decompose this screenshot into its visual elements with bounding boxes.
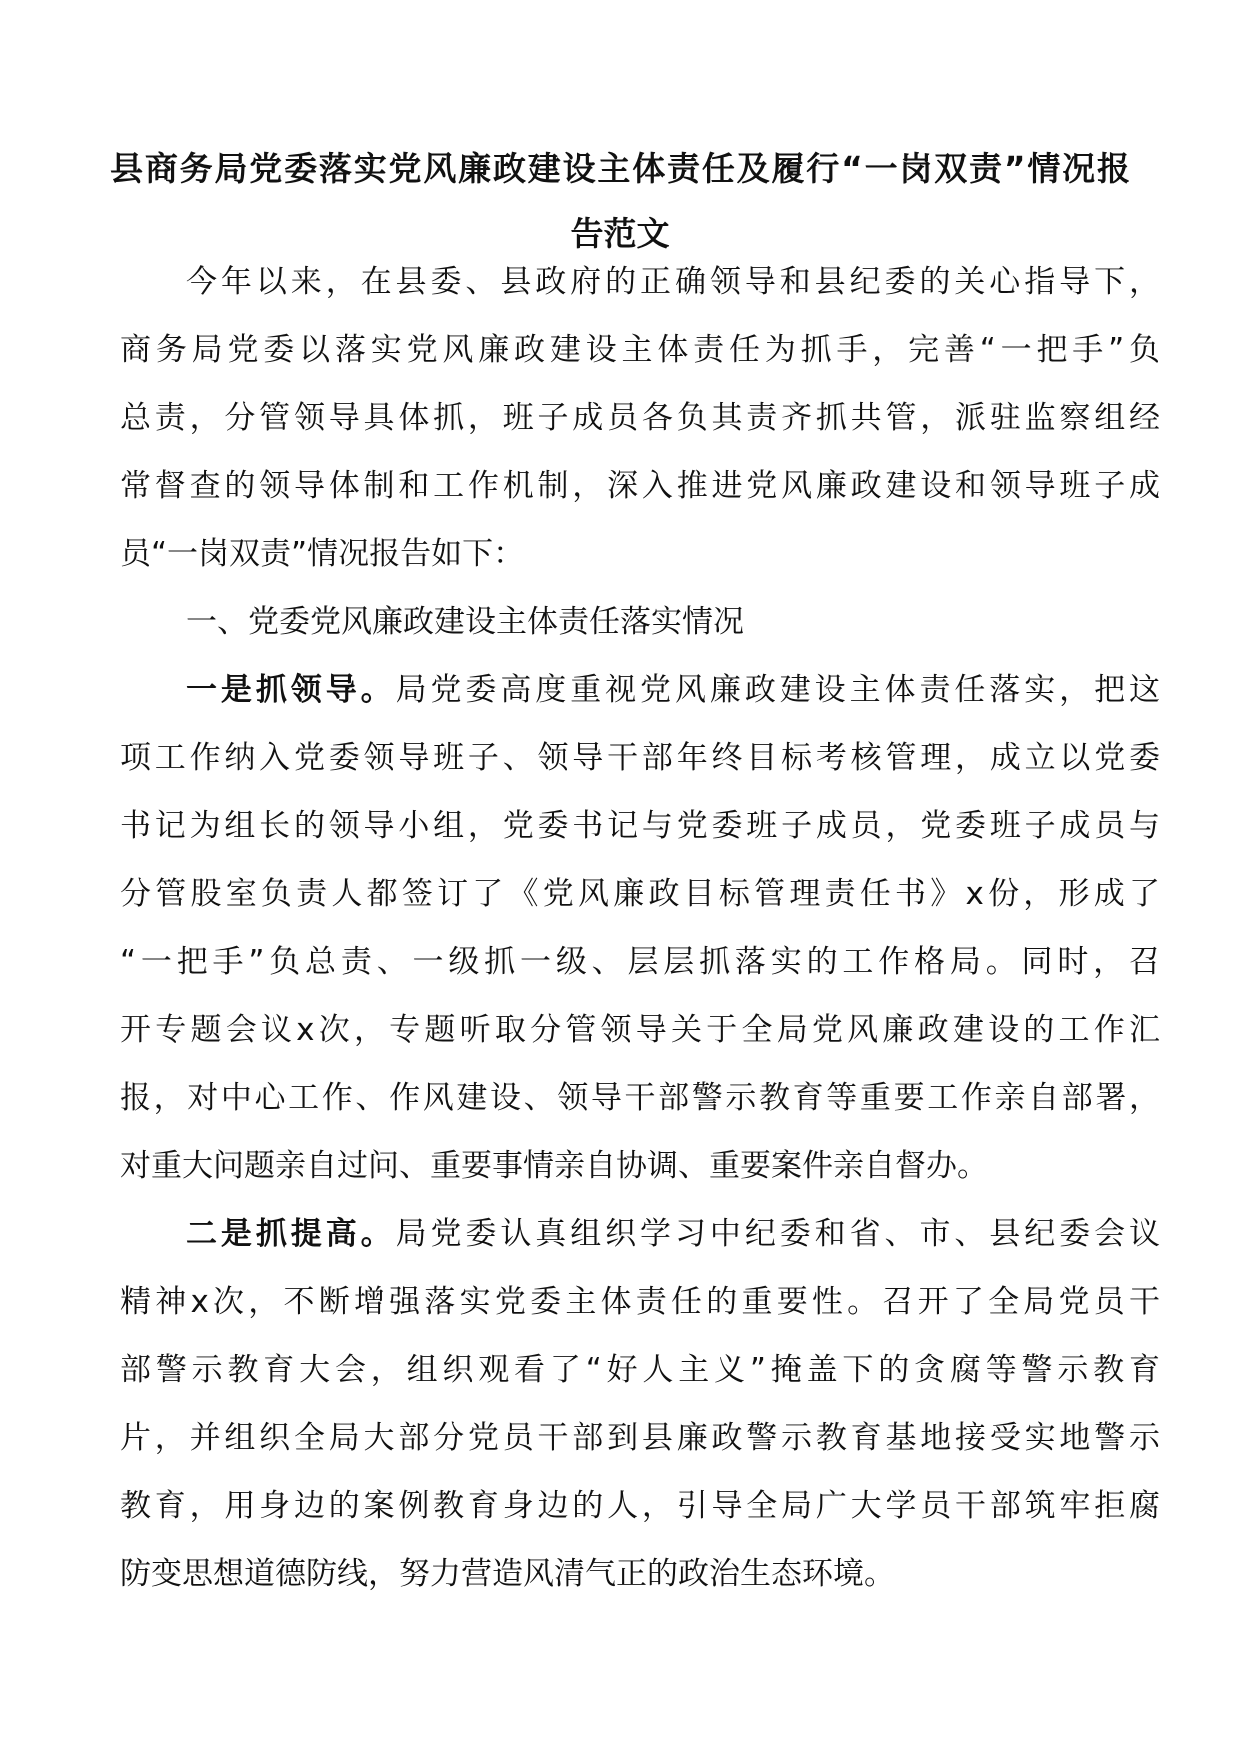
text-line: 总责，分管领导具体抓，班子成员各负其责齐抓共管，派驻监察组经	[120, 400, 1160, 436]
text-span: 局党委认真组织学习中纪委和省、市、县纪委会议	[395, 1216, 1161, 1252]
text-line: 常督查的领导体制和工作机制，深入推进党风廉政建设和领导班子成	[120, 468, 1160, 504]
text-line: 部警示教育大会，组织观看了“好人主义”掩盖下的贪腐等警示教育	[120, 1352, 1160, 1388]
text-line: 防变思想道德防线，努力营造风清气正的政治生态环境。	[120, 1556, 895, 1592]
section-heading: 一、党委党风廉政建设主体责任落实情况	[186, 604, 744, 640]
paragraph-lead: 二是抓提高。	[186, 1216, 396, 1252]
text-line: 精神x次，不断增强落实党委主体责任的重要性。召开了全局党员干	[120, 1284, 1160, 1320]
text-line: 报，对中心工作、作风建设、领导干部警示教育等重要工作亲自部署，	[120, 1080, 1160, 1116]
document-body	[120, 248, 1160, 1608]
document-title-line-1: 县商务局党委落实党风廉政建设主体责任及履行“一岗双责”情况报	[110, 149, 1130, 188]
text-line: “一把手”负总责、一级抓一级、层层抓落实的工作格局。同时，召	[120, 944, 1160, 980]
document-title-line-2: 告范文	[570, 214, 670, 253]
text-line: 商务局党委以落实党风廉政建设主体责任为抓手，完善“一把手”负	[120, 332, 1160, 368]
text-line: 项工作纳入党委领导班子、领导干部年终目标考核管理，成立以党委	[120, 740, 1160, 776]
paragraph-lead: 一是抓领导。	[186, 672, 396, 708]
text-line: 今年以来，在县委、县政府的正确领导和县纪委的关心指导下，	[186, 264, 1160, 300]
text-line: 开专题会议x次，专题听取分管领导关于全局党风廉政建设的工作汇	[120, 1012, 1160, 1048]
text-line: 员“一岗双责”情况报告如下：	[120, 536, 525, 572]
text-line: 分管股室负责人都签订了《党风廉政目标管理责任书》x份，形成了	[120, 876, 1160, 912]
text-span: 局党委高度重视党风廉政建设主体责任落实，把这	[395, 672, 1161, 708]
text-line: 对重大问题亲自过问、重要事情亲自协调、重要案件亲自督办。	[120, 1148, 988, 1184]
text-line: 教育，用身边的案例教育身边的人，引导全局广大学员干部筑牢拒腐	[120, 1488, 1160, 1524]
text-line: 片，并组织全局大部分党员干部到县廉政警示教育基地接受实地警示	[120, 1420, 1160, 1456]
text-line: 书记为组长的领导小组，党委书记与党委班子成员，党委班子成员与	[120, 808, 1160, 844]
text-line	[120, 656, 1160, 724]
text-line	[120, 1200, 1160, 1268]
